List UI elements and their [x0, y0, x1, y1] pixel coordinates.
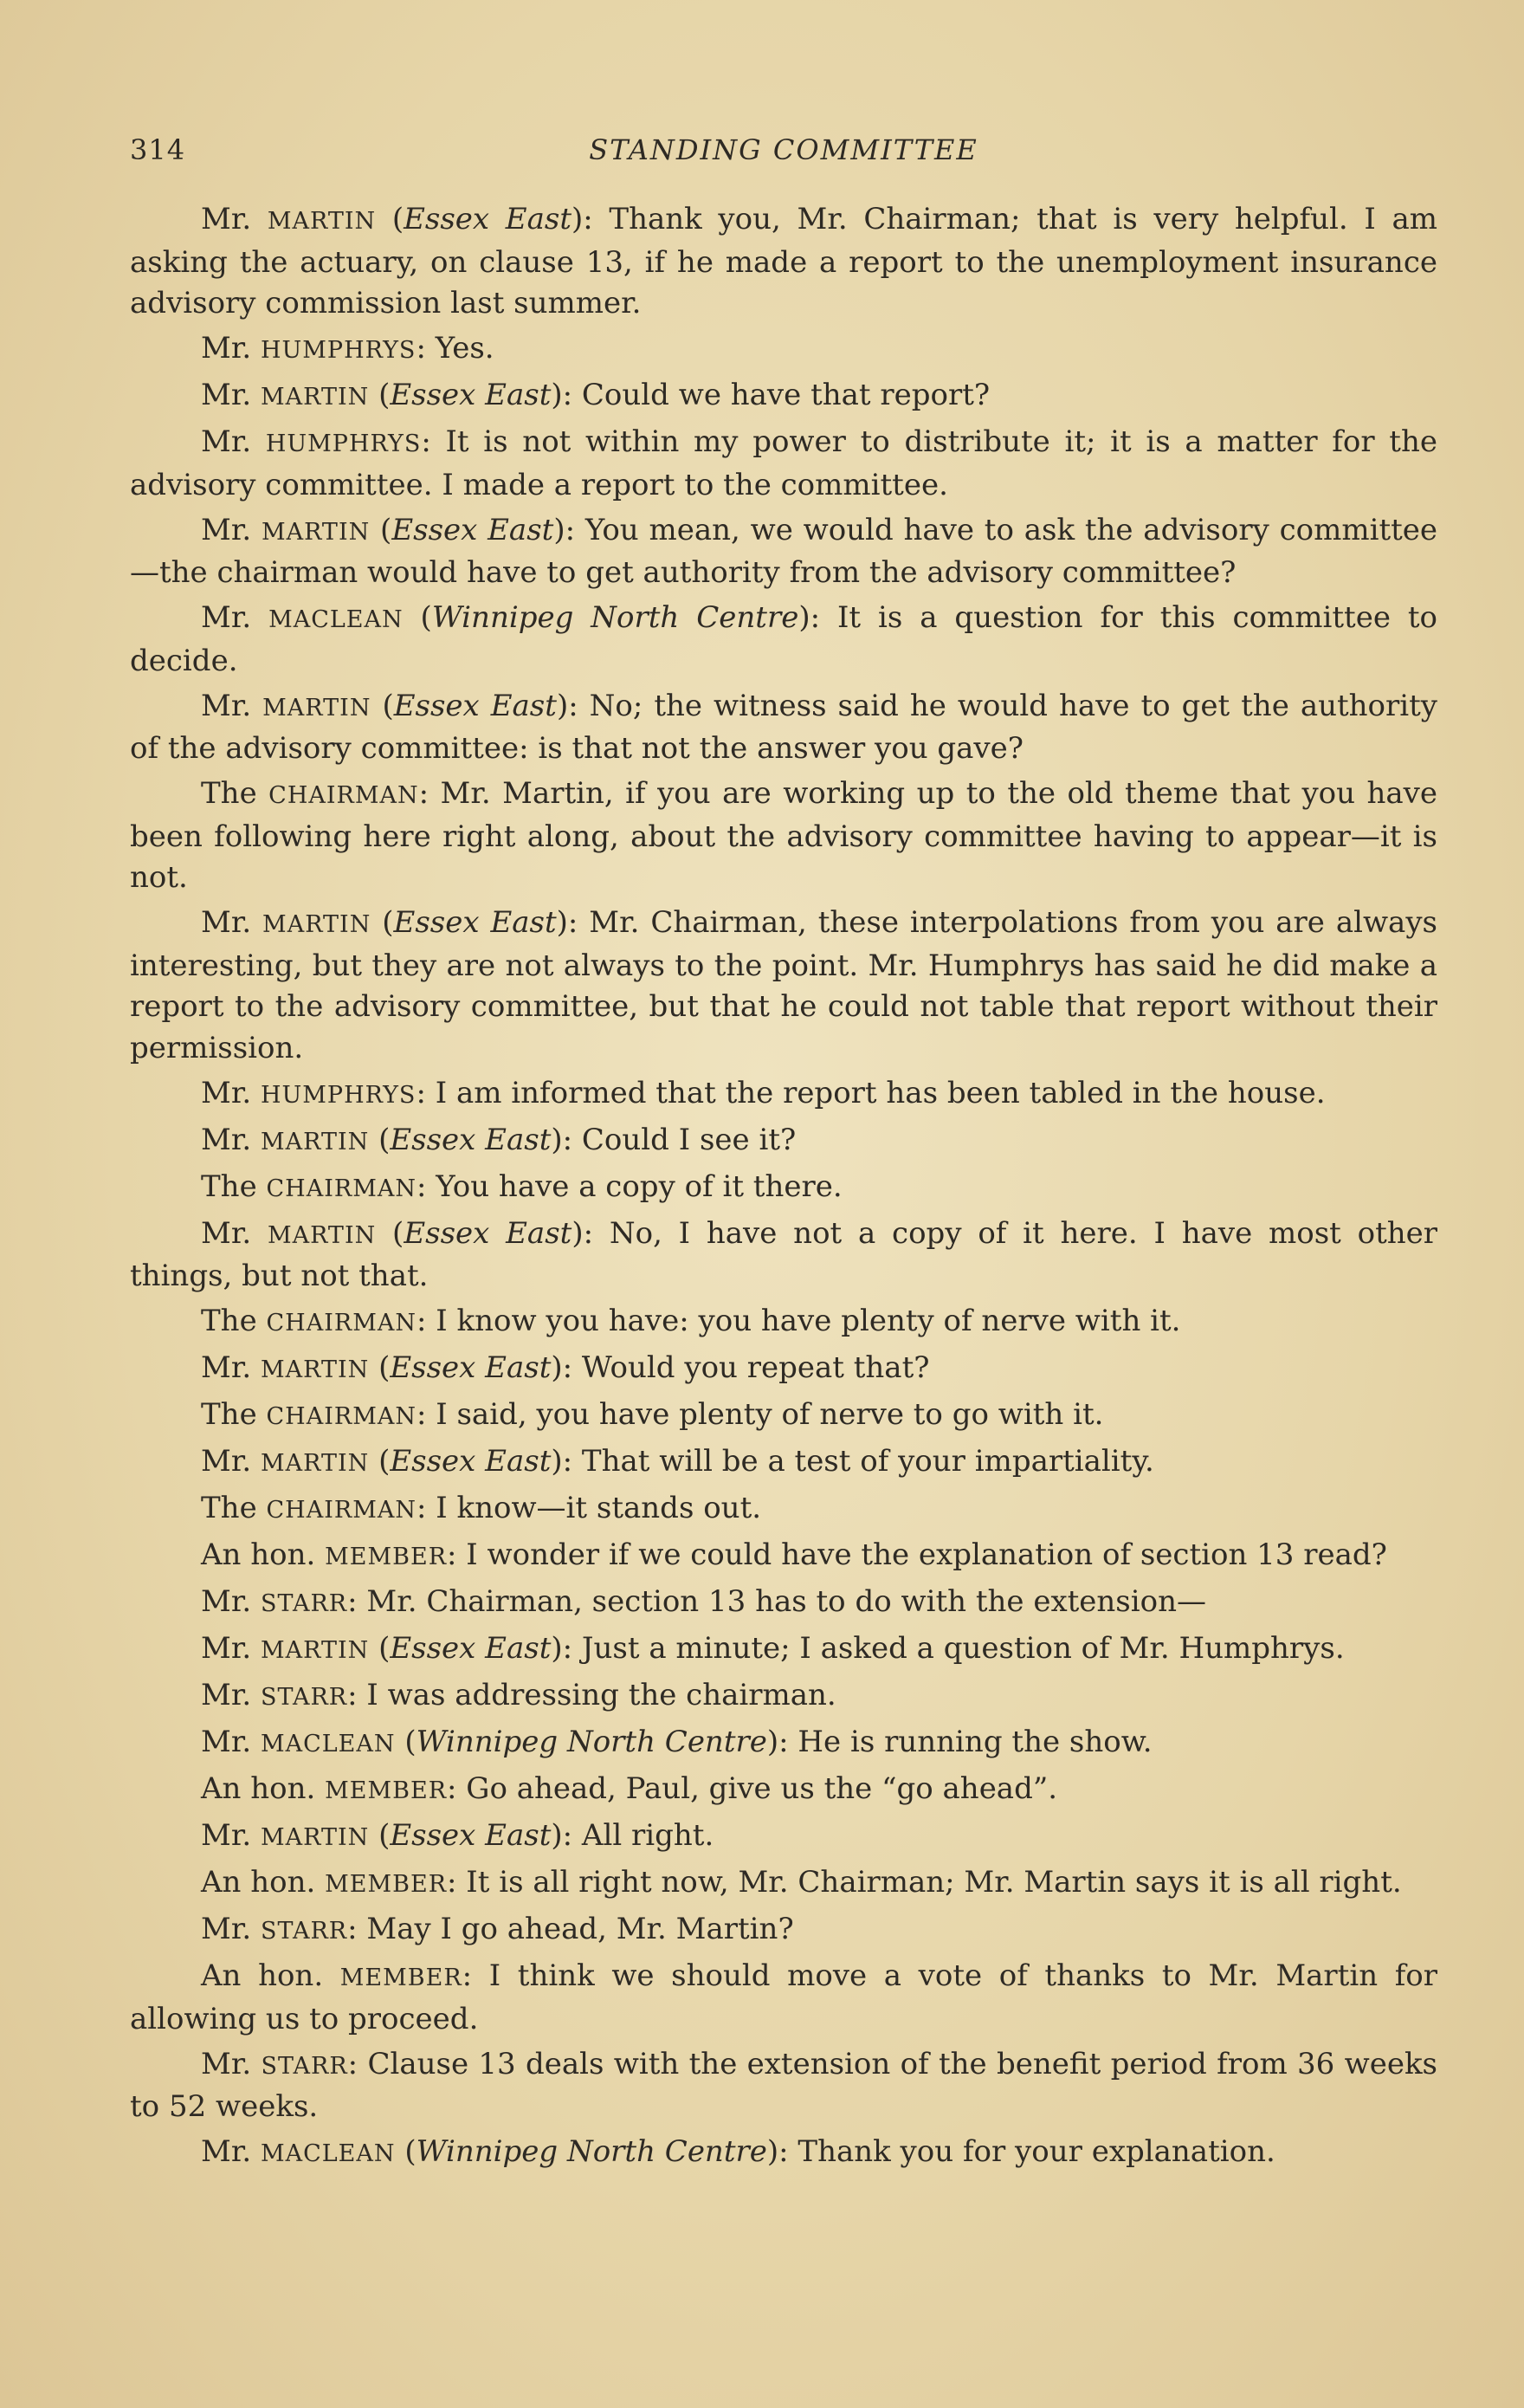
speaker-title: Mr. [201, 2134, 261, 2169]
speech-text: Just a minute; I asked a question of Mr. Humphrys. [581, 1631, 1345, 1666]
speaker-name: MARTIN [262, 694, 371, 722]
speaker-title: An hon. [201, 1865, 326, 1900]
transcript-paragraph: Mr. HUMPHRYS: It is not within my power to distribute it; it is a matter for the advisory committee. I made a report to the committee. [130, 424, 1437, 502]
speech-text: No, I have not a copy of it here. I have most other things, but not that. [130, 1215, 1437, 1293]
speaker-name: CHAIRMAN [268, 782, 419, 809]
speech-text: You mean, we would have to ask the advisory committee—the chairman would have to get authority from the advisory committee? [130, 512, 1438, 590]
speech-text: I said, you have plenty of nerve to go with it. [436, 1397, 1104, 1432]
speech-text: I think we should move a vote of thanks to Mr. Martin for allowing us to proceed. [130, 1958, 1438, 2036]
transcript-paragraph: An hon. MEMBER: Go ahead, Paul, give us the “go ahead”. [201, 1771, 1058, 1806]
speaker-riding: Essex East [390, 378, 552, 412]
speaker-name: STARR [260, 1590, 348, 1617]
speaker-name: MARTIN [262, 911, 371, 938]
speaker-title: Mr. [201, 1678, 261, 1712]
speaker-title: The [201, 776, 269, 811]
speaker-riding: Winnipeg North Centre [431, 600, 799, 635]
speaker-title: The [201, 1168, 267, 1204]
document-page [130, 128, 1437, 2178]
speaker-title: Mr. [201, 688, 263, 723]
transcript-paragraph: Mr. MACLEAN (Winnipeg North Centre): He is running the show. [201, 1725, 1153, 1759]
speech-text: You have a copy of it there. [436, 1168, 843, 1204]
transcript-paragraph: Mr. MACLEAN (Winnipeg North Centre): It is a question for this committee to decide. [130, 600, 1438, 678]
speaker-name: STARR [260, 1684, 348, 1711]
transcript-body [130, 199, 1437, 2175]
speaker-title: Mr. [201, 202, 268, 236]
speaker-riding: Essex East [390, 1631, 552, 1666]
speaker-riding: Essex East [393, 905, 557, 940]
speaker-title: Mr. [201, 1350, 261, 1385]
transcript-paragraph: An hon. MEMBER: It is all right now, Mr. Chairman; Mr. Martin says it is all right. [201, 1865, 1402, 1900]
transcript-paragraph: Mr. MARTIN (Essex East): Could I see it? [201, 1122, 797, 1157]
speech-text: He is running the show. [798, 1725, 1153, 1759]
speaker-name: MEMBER [325, 1777, 448, 1804]
speaker-title: Mr. [201, 1122, 261, 1157]
transcript-paragraph: Mr. MARTIN (Essex East): All right. [201, 1818, 714, 1853]
speaker-name: CHAIRMAN [266, 1175, 417, 1202]
speaker-title: The [201, 1304, 267, 1338]
speech-text: No; the witness said he would have to get the authority of the advisory committee: is that not the answer you gave? [130, 688, 1438, 766]
speech-text: It is not within my power to distribute it; it is a matter for the advisory committee. I made a report to the committee. [130, 424, 1437, 502]
transcript-paragraph: The CHAIRMAN: Mr. Martin, if you are working up to the old theme that you have been following here right along, about the advisory committee having to appear—it is not. [130, 776, 1437, 895]
speaker-title: Mr. [201, 600, 269, 635]
speaker-riding: Winnipeg North Centre [416, 1725, 767, 1759]
speaker-name: CHAIRMAN [266, 1310, 417, 1337]
speech-text: Thank you for your explanation. [798, 2134, 1275, 2169]
speaker-title: Mr. [201, 424, 266, 459]
speaker-name: MARTIN [260, 1450, 370, 1477]
transcript-paragraph: Mr. STARR: Clause 13 deals with the extension of the benefit period from 36 weeks to 52 weeks. [130, 2046, 1437, 2124]
speech-text: It is all right now, Mr. Chairman; Mr. Martin says it is all right. [466, 1865, 1402, 1900]
speaker-title: Mr. [201, 1444, 261, 1479]
transcript-paragraph: The CHAIRMAN: I know—it stands out. [201, 1491, 762, 1525]
speaker-title: Mr. [201, 1584, 261, 1619]
speech-text: Go ahead, Paul, give us the “go ahead”. [466, 1771, 1058, 1806]
speaker-title: Mr. [201, 1215, 268, 1251]
speaker-name: MEMBER [325, 1544, 448, 1570]
speaker-name: MACLEAN [260, 1731, 396, 1757]
transcript-paragraph: The CHAIRMAN: You have a copy of it there. [201, 1168, 843, 1204]
transcript-paragraph: The CHAIRMAN: I said, you have plenty of nerve to go with it. [201, 1397, 1104, 1432]
speaker-riding: Essex East [390, 1818, 552, 1853]
speaker-riding: Essex East [390, 1350, 552, 1385]
speaker-title: Mr. [201, 378, 261, 412]
speech-text: Yes. [435, 331, 494, 366]
speech-text: Mr. Chairman, section 13 has to do with the extension— [366, 1584, 1206, 1619]
speaker-riding: Winnipeg North Centre [416, 2134, 767, 2169]
transcript-paragraph: Mr. MARTIN (Essex East): Could we have that report? [201, 378, 991, 412]
speech-text: Mr. Martin, if you are working up to the old theme that you have been following here right along, about the advisory committee having to appear—it is not. [130, 776, 1437, 895]
transcript-paragraph: Mr. STARR: Mr. Chairman, section 13 has to do with the extension— [201, 1584, 1206, 1619]
speaker-title: The [201, 1491, 267, 1525]
speaker-name: MARTIN [260, 1824, 370, 1851]
speaker-name: STARR [260, 1918, 348, 1945]
speech-text: Could I see it? [581, 1122, 797, 1157]
speech-text: Clause 13 deals with the extension of the benefit period from 36 weeks to 52 weeks. [130, 2046, 1437, 2124]
speech-text: Thank you, Mr. Chairman; that is very helpful. I am asking the actuary, on clause 13, if he made a report to the unemployment insurance advisory commission last summer. [130, 202, 1437, 320]
transcript-paragraph: Mr. MARTIN (Essex East): Just a minute; I asked a question of Mr. Humphrys. [201, 1631, 1345, 1666]
speaker-name: MARTIN [260, 1637, 370, 1664]
speaker-title: The [201, 1397, 267, 1432]
speaker-riding: Essex East [391, 512, 554, 547]
transcript-paragraph: Mr. MARTIN (Essex East): Would you repeat that? [201, 1350, 930, 1385]
page-number: 314 [130, 133, 186, 166]
speech-text: May I go ahead, Mr. Martin? [366, 1912, 794, 1946]
transcript-paragraph: An hon. MEMBER: I think we should move a vote of thanks to Mr. Martin for allowing us to proceed. [130, 1958, 1438, 2036]
speaker-name: HUMPHRYS [260, 337, 417, 364]
speech-text: All right. [581, 1818, 714, 1853]
transcript-paragraph: Mr. HUMPHRYS: I am informed that the report has been tabled in the house. [201, 1075, 1326, 1110]
speaker-name: MARTIN [267, 1221, 377, 1249]
speaker-name: CHAIRMAN [266, 1497, 417, 1524]
speaker-name: MARTIN [260, 1356, 370, 1383]
speaker-riding: Essex East [404, 202, 572, 236]
speaker-title: Mr. [201, 905, 263, 940]
speaker-title: Mr. [201, 1912, 261, 1946]
transcript-paragraph: Mr. STARR: May I go ahead, Mr. Martin? [201, 1912, 794, 1946]
speaker-title: Mr. [201, 1818, 261, 1853]
transcript-paragraph: Mr. STARR: I was addressing the chairman. [201, 1678, 836, 1712]
transcript-paragraph: The CHAIRMAN: I know you have: you have plenty of nerve with it. [201, 1304, 1181, 1338]
speaker-title: Mr. [201, 1075, 261, 1110]
speaker-name: CHAIRMAN [266, 1403, 417, 1430]
speech-text: Mr. Chairman, these interpolations from you are always interesting, but they are not always to the point. Mr. Humphrys has said he did make a report to the advisory committee, but that he could not table that report without their permission. [130, 905, 1437, 1065]
transcript-paragraph: Mr. MARTIN (Essex East): Mr. Chairman, these interpolations from you are always interesting, but they are not always to the point. Mr. Humphrys has said he did make a report to the advisory committee, but that he could not table that report without their permission. [130, 905, 1437, 1065]
speaker-riding: Essex East [390, 1444, 552, 1479]
speaker-title: Mr. [201, 331, 261, 366]
speaker-title: An hon. [201, 1771, 326, 1806]
speaker-title: Mr. [201, 1725, 261, 1759]
speech-text: I know—it stands out. [436, 1491, 762, 1525]
speaker-name: MEMBER [325, 1871, 448, 1898]
speech-text: It is a question for this committee to decide. [130, 600, 1438, 678]
transcript-paragraph: Mr. MARTIN (Essex East): You mean, we would have to ask the advisory committee—the chairman would have to get authority from the advisory committee? [130, 512, 1438, 590]
transcript-paragraph: An hon. MEMBER: I wonder if we could have the explanation of section 13 read? [201, 1537, 1387, 1572]
transcript-paragraph: Mr. MARTIN (Essex East): Thank you, Mr. Chairman; that is very helpful. I am asking the actuary, on clause 13, if he made a report to the unemployment insurance advisory commission last summer. [130, 202, 1437, 320]
speaker-riding: Essex East [393, 688, 557, 723]
transcript-paragraph: Mr. MACLEAN (Winnipeg North Centre): Thank you for your explanation. [201, 2134, 1275, 2169]
speaker-riding: Essex East [404, 1215, 572, 1251]
speaker-title: An hon. [201, 1537, 326, 1572]
speech-text: Could we have that report? [581, 378, 991, 412]
speech-text: Would you repeat that? [581, 1350, 930, 1385]
speech-text: I know you have: you have plenty of nerve with it. [436, 1304, 1181, 1338]
speech-text: I am informed that the report has been tabled in the house. [435, 1075, 1326, 1110]
speaker-title: Mr. [201, 1631, 261, 1666]
transcript-paragraph: Mr. HUMPHRYS: Yes. [201, 331, 494, 366]
transcript-paragraph: Mr. MARTIN (Essex East): That will be a test of your impartiality. [201, 1444, 1154, 1479]
transcript-paragraph: Mr. MARTIN (Essex East): No; the witness said he would have to get the authority of the advisory committee: is that not the answer you gave? [130, 688, 1438, 766]
speaker-name: MACLEAN [260, 2140, 396, 2167]
speaker-title: Mr. [201, 512, 262, 547]
speaker-name: MARTIN [260, 384, 370, 411]
speech-text: That will be a test of your impartiality. [581, 1444, 1154, 1479]
speaker-name: MEMBER [339, 1965, 462, 1991]
speech-text: I was addressing the chairman. [366, 1678, 836, 1712]
speaker-name: HUMPHRYS [260, 1081, 417, 1109]
transcript-paragraph: Mr. MARTIN (Essex East): No, I have not a copy of it here. I have most other things, but not that. [130, 1215, 1437, 1293]
speaker-name: HUMPHRYS [265, 430, 422, 457]
speaker-name: MARTIN [261, 518, 371, 546]
speaker-riding: Essex East [390, 1122, 552, 1157]
speaker-name: MARTIN [267, 208, 377, 235]
speaker-name: MARTIN [260, 1128, 370, 1155]
speaker-title: Mr. [201, 2046, 262, 2081]
speaker-name: STARR [261, 2052, 348, 2080]
running-title: STANDING COMMITTEE [589, 133, 978, 166]
speaker-title: An hon. [201, 1958, 340, 1993]
speech-text: I wonder if we could have the explanation of section 13 read? [466, 1537, 1387, 1572]
speaker-name: MACLEAN [268, 606, 404, 633]
page-header [130, 128, 1437, 180]
